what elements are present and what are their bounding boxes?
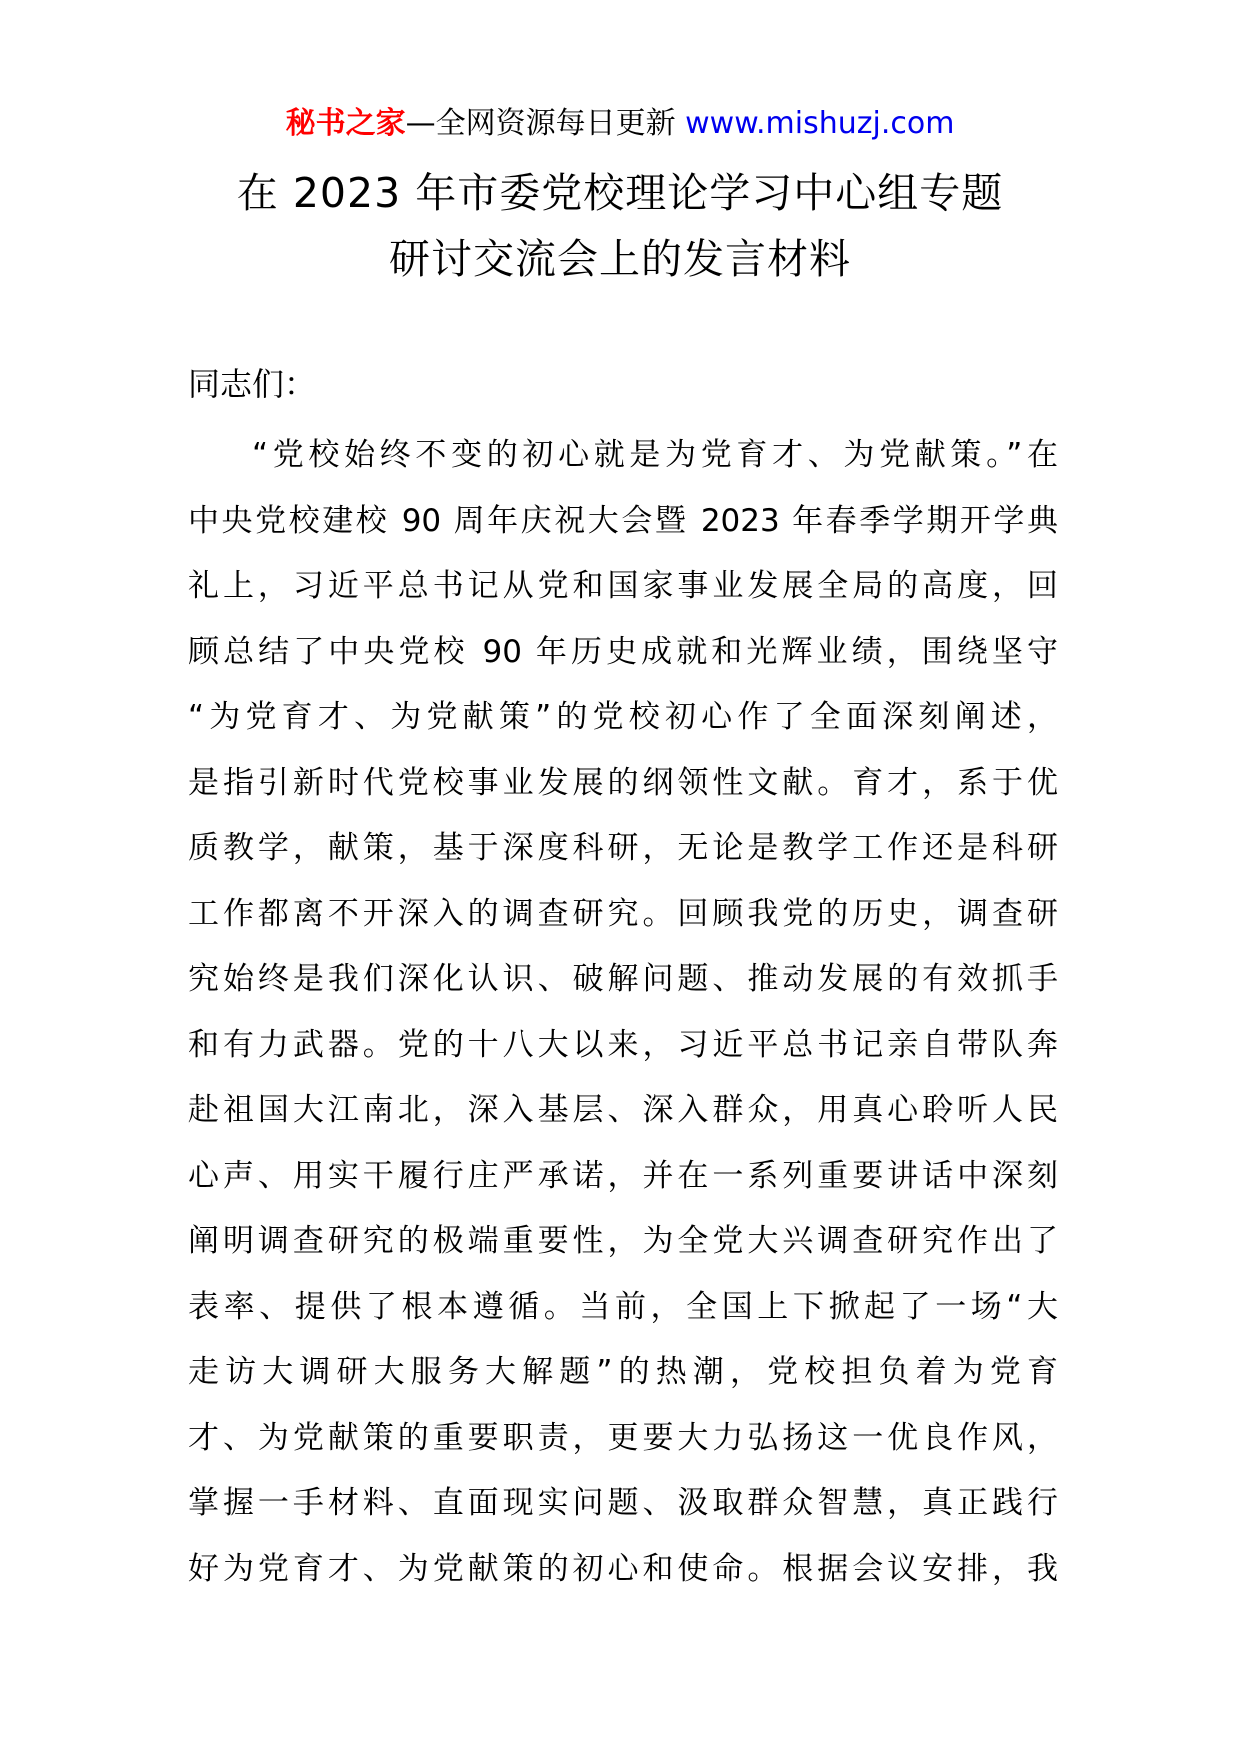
greeting: 同志们： [188, 365, 317, 403]
site-url-link[interactable]: www.mishuzj.com [685, 106, 955, 141]
title-line-2: 研讨交流会上的发言材料 [389, 235, 851, 283]
body-line: 赴祖国大江南北，深入基层、深入群众，用真心聆听人民 [188, 1092, 1058, 1128]
body-line: “为党育才、为党献策”的党校初心作了全面深刻阐述， [188, 699, 1058, 735]
body-line: 究始终是我们深化认识、破解问题、推动发展的有效抓手 [188, 961, 1058, 997]
body-line: 是指引新时代党校事业发展的纲领性文献。育才，系于优 [188, 764, 1058, 801]
body-line: 好为党育才、为党献策的初心和使命。根据会议安排，我 [188, 1550, 1058, 1587]
body-line: 和有力武器。党的十八大以来，习近平总书记亲自带队奔 [188, 1026, 1058, 1063]
body-line: 礼上，习近平总书记从党和国家事业发展全局的高度，回 [188, 568, 1058, 604]
site-tagline: —全网资源每日更新 [405, 106, 676, 141]
body-line: “党校始终不变的初心就是为党育才、为党献策。”在 [252, 437, 1058, 473]
title-line-1: 在 2023 年市委党校理论学习中心组专题 [236, 169, 1004, 217]
document-title [0, 160, 1240, 292]
site-header [0, 104, 1240, 144]
body-line: 中央党校建校 90 周年庆祝大会暨 2023 年春季学期开学典 [188, 502, 1058, 539]
body-paragraph [188, 423, 1058, 1602]
body-line: 质教学，献策，基于深度科研，无论是教学工作还是科研 [188, 830, 1058, 866]
body-line: 心声、用实干履行庄严承诺，并在一系列重要讲话中深刻 [188, 1157, 1058, 1194]
body-line: 走访大调研大服务大解题”的热潮，党校担负着为党育 [188, 1354, 1058, 1390]
body-line: 掌握一手材料、直面现实问题、汲取群众智慧，真正践行 [188, 1485, 1058, 1521]
site-brand: 秘书之家 [285, 106, 406, 141]
body-line: 才、为党献策的重要职责，更要大力弘扬这一优良作风， [188, 1419, 1058, 1456]
body-line: 顾总结了中央党校 90 年历史成就和光辉业绩，围绕坚守 [188, 633, 1058, 670]
body-line: 工作都离不开深入的调查研究。回顾我党的历史，调查研 [188, 895, 1058, 932]
body-line: 阐明调查研究的极端重要性，为全党大兴调查研究作出了 [188, 1223, 1058, 1259]
body-line: 表率、提供了根本遵循。当前，全国上下掀起了一场“大 [188, 1288, 1058, 1325]
